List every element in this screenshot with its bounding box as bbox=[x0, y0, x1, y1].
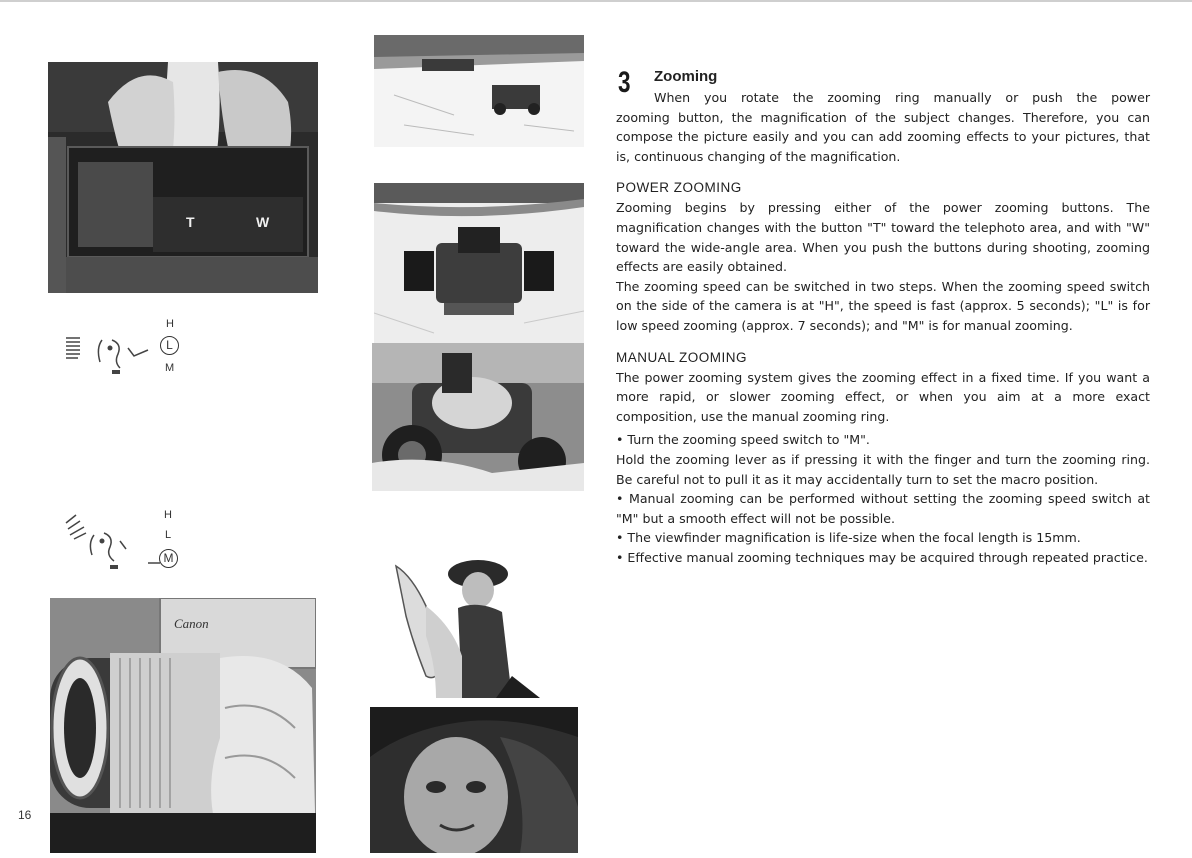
photo-manual-zoom-ring bbox=[50, 598, 316, 853]
button-t-label: T bbox=[186, 214, 195, 230]
switch-h-label: H bbox=[166, 318, 174, 330]
top-edge-line bbox=[0, 0, 1192, 2]
photo-zoom-buttons bbox=[48, 62, 318, 293]
manual-zooming-paragraph-2: Hold the zooming lever as if pressing it with the finger and turn the zooming ring. Be careful not to pull it as it may accidentally turn to set the macro position. bbox=[616, 451, 1150, 487]
power-zooming-heading: POWER ZOOMING bbox=[616, 180, 742, 196]
brand-label: Canon bbox=[174, 616, 209, 631]
photo-face-closeup bbox=[370, 707, 578, 853]
speed-switch-diagram-l bbox=[62, 318, 182, 382]
switch-h-label: H bbox=[164, 509, 172, 521]
manual-zooming-bullet-3: • The viewfinder magnification is life-size when the focal length is 15mm. bbox=[616, 530, 1081, 546]
intro-paragraph: zooming button, the magnification of the subject changes. Therefore, you can compose the picture easily and you can add zooming effects to your pictures, that is, continuous changing of the magnification. bbox=[616, 109, 1150, 164]
manual-zooming-bullet-4: • Effective manual zooming techniques may be acquired through repeated practice. bbox=[616, 549, 1148, 565]
speed-switch-diagram-m bbox=[62, 505, 182, 577]
section-heading bbox=[616, 66, 1150, 108]
manual-zooming-paragraph-1: The power zooming system gives the zooming effect in a fixed time. If you want a more rapid, or slower zooming effect, or when you aim at a more exact composition, use the manual zooming ring. bbox=[616, 369, 1150, 424]
switch-m-label: M bbox=[165, 362, 175, 374]
button-w-label: W bbox=[256, 214, 270, 230]
manual-zooming-bullet-2: • Manual zooming can be performed without setting the zooming speed switch at "M" but a smooth effect will not be possible. bbox=[616, 491, 1150, 526]
intro-first-line: When you rotate the zooming ring manually or push the power bbox=[654, 90, 1150, 105]
power-zooming-paragraph-1: Zooming begins by pressing either of the power zooming buttons. The magnification changes with the button "T" toward the telephoto area, and with "W" toward the wide-angle area. When you push the buttons during shooting, zooming effects are easily obtained. bbox=[616, 200, 1150, 275]
switch-m-circled-label: M bbox=[159, 549, 178, 568]
switch-l-label: L bbox=[165, 529, 172, 541]
manual-zooming-heading: MANUAL ZOOMING bbox=[616, 349, 748, 365]
switch-l-circled-label: L bbox=[160, 336, 179, 355]
page-number: 16 bbox=[18, 808, 32, 822]
photo-race-cars-wide bbox=[374, 35, 584, 147]
photo-tractor bbox=[372, 343, 584, 491]
section-title: Zooming bbox=[654, 68, 718, 85]
photo-horse-rider bbox=[392, 556, 540, 698]
photo-race-car-close bbox=[374, 183, 584, 343]
section-number: 3 bbox=[618, 66, 631, 99]
power-zooming-paragraph-2: The zooming speed can be switched in two steps. When the zooming speed switch on the side of the camera is at "H", the speed is fast (approx. 5 seconds); "L" is for low speed zooming (approx. 7 seconds); and "M" is for manual zooming. bbox=[616, 278, 1150, 333]
text-column bbox=[616, 66, 1150, 567]
manual-zooming-bullet-1: • Turn the zooming speed switch to "M". bbox=[616, 432, 870, 448]
